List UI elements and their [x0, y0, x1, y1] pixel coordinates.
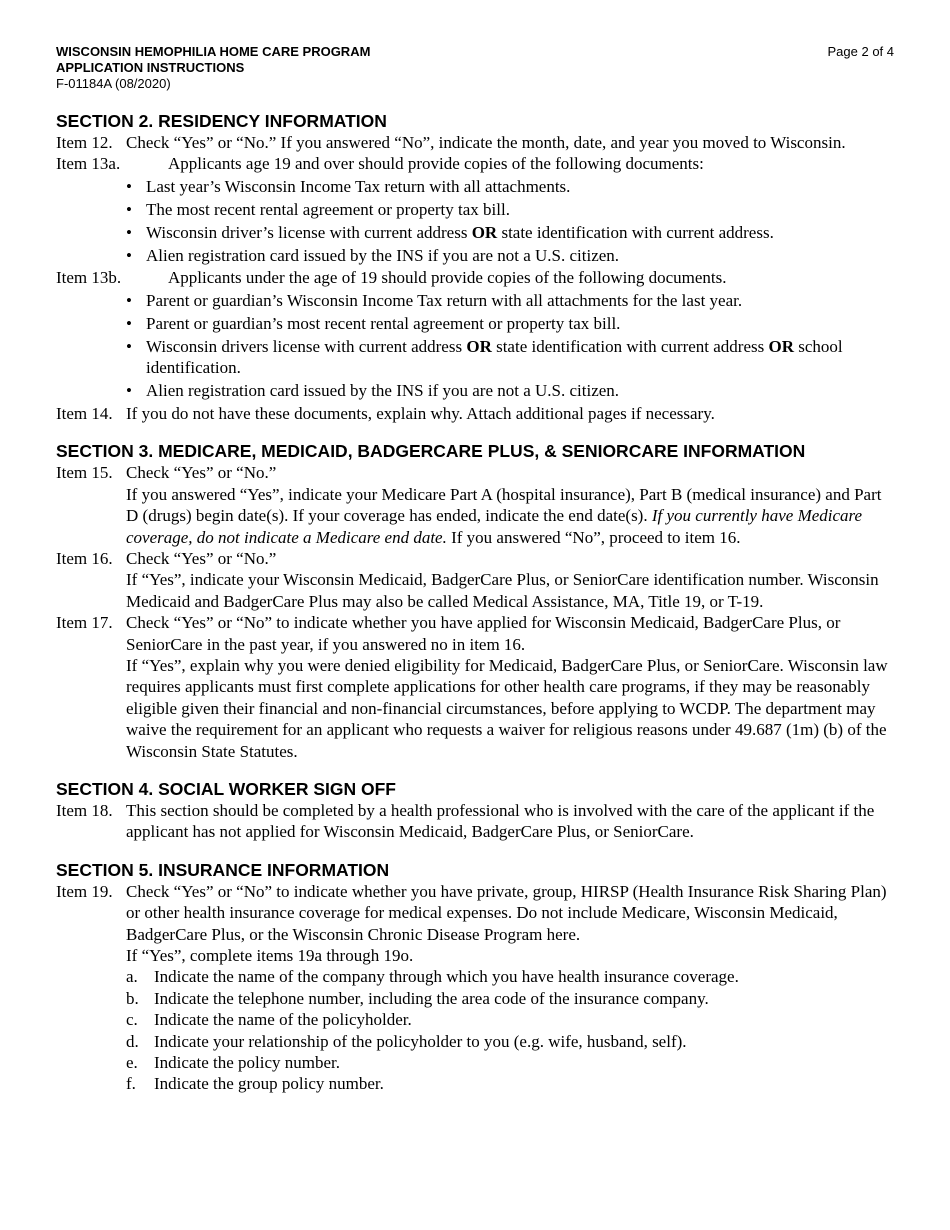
item-label: Item 12. [56, 133, 113, 152]
item-text: Check “Yes” or “No” to indicate whether you have applied for Wisconsin Medicaid, BadgerCare Plus, or SeniorCare in the past year, if you answered no in item 16. [126, 613, 841, 654]
item-15 [56, 462, 896, 483]
list-marker: f. [126, 1074, 136, 1094]
list-item-text: state identification with current address. [497, 222, 774, 242]
item-13a [56, 153, 896, 174]
or-emphasis: OR [471, 222, 498, 242]
italic-note: If you currently have Medicare coverage, do not indicate a Medicare end date. [126, 506, 863, 547]
item-18 [56, 800, 896, 843]
item-17-detail: If “Yes”, explain why you were denied eligibility for Medicaid, BadgerCare Plus, or SeniorCare. Wisconsin law requires applicants must first complete applications for other health care programs, if they may be reasonably eligible given their financial and non-financial circumstances, before applying to WCDP. The department may waive the requirement for an applicant who requests a waiver for religious reasons under 49.687 (1m) (b) of the Wisconsin State Statutes. [126, 655, 888, 761]
list-item [146, 336, 896, 379]
item-17 [56, 612, 896, 655]
list-item [126, 1073, 896, 1094]
list-item [126, 1052, 896, 1073]
list-item-text: state identification with current address [491, 336, 769, 356]
program-name: WISCONSIN HEMOPHILIA HOME CARE PROGRAM [56, 44, 371, 59]
item-label: Item 17. [56, 613, 113, 633]
list-item-text: Indicate the telephone number, including the area code of the insurance company. [154, 988, 709, 1008]
or-emphasis: OR [768, 336, 794, 356]
item-text: Check “Yes” or “No.” [126, 548, 277, 568]
list-item [146, 290, 896, 311]
list-item-text: Parent or guardian’s Wisconsin Income Tax return with all attachments for the last year. [146, 290, 743, 310]
section-4-heading: SECTION 4. SOCIAL WORKER SIGN OFF [56, 778, 396, 799]
list-item-text: Indicate your relationship of the policyholder to you (e.g. wife, husband, self). [154, 1031, 687, 1051]
list-item [146, 313, 896, 334]
item-13a-document-list [56, 176, 896, 266]
item-19-detail: If “Yes”, complete items 19a through 19o. [126, 946, 414, 965]
list-item [146, 222, 896, 243]
item-text: Applicants age 19 and over should provide copies of the following documents: [168, 154, 704, 174]
item-text: Check “Yes” or “No.” If you answered “No”, indicate the month, date, and year you moved to Wisconsin. [126, 133, 846, 152]
list-item-text: Last year’s Wisconsin Income Tax return with all attachments. [146, 176, 571, 196]
list-item [126, 1009, 896, 1030]
item-label: Item 18. [56, 800, 113, 820]
form-number: F-01184A (08/2020) [56, 76, 171, 91]
paragraph-text: If you answered “No”, proceed to item 16. [446, 527, 741, 547]
list-item-text: Alien registration card issued by the INS if you are not a U.S. citizen. [146, 245, 620, 265]
item-text: If you do not have these documents, explain why. Attach additional pages if necessary. [126, 403, 715, 423]
list-item [146, 380, 896, 401]
list-item-text: school identification. [146, 336, 843, 378]
section-2-heading: SECTION 2. RESIDENCY INFORMATION [56, 111, 387, 131]
page-number: Page 2 of 4 [827, 44, 894, 59]
list-marker: b. [126, 988, 139, 1008]
item-text: Check “Yes” or “No.” [126, 463, 277, 483]
list-item-text: The most recent rental agreement or property tax bill. [146, 199, 510, 219]
list-item-text: Indicate the name of the company through which you have health insurance coverage. [154, 967, 739, 987]
or-emphasis: OR [466, 336, 492, 356]
item-label: Item 13b. [56, 268, 122, 288]
item-12 [56, 132, 896, 153]
item-19-subitems [56, 966, 896, 1094]
list-item-text: Indicate the group policy number. [154, 1074, 384, 1094]
item-label: Item 19. [56, 881, 113, 901]
document-body [56, 110, 896, 1095]
list-item [146, 199, 896, 220]
document-title: APPLICATION INSTRUCTIONS [56, 60, 245, 75]
list-item-text: Parent or guardian’s most recent rental agreement or property tax bill. [146, 313, 621, 333]
item-text: Applicants under the age of 19 should provide copies of the following documents. [168, 268, 727, 288]
item-14 [56, 403, 896, 424]
item-label: Item 15. [56, 463, 113, 483]
item-text: Check “Yes” or “No” to indicate whether you have private, group, HIRSP (Health Insurance Risk Sharing Plan) or other health insurance coverage for medical expenses. Do not include Medicare, Wisconsin Medicaid, BadgerCare Plus, or the Wisconsin Chronic Disease Program here. [126, 881, 887, 944]
list-item [126, 1031, 896, 1052]
list-item [126, 988, 896, 1009]
item-13b-document-list [56, 290, 896, 402]
list-marker: e. [126, 1053, 138, 1073]
list-marker: d. [126, 1031, 139, 1051]
list-item [146, 176, 896, 197]
list-item [146, 245, 896, 266]
item-13b [56, 267, 896, 288]
item-label: Item 14. [56, 403, 113, 423]
list-item-text: Alien registration card issued by the INS if you are not a U.S. citizen. [146, 380, 620, 400]
item-16-detail: If “Yes”, indicate your Wisconsin Medicaid, BadgerCare Plus, or SeniorCare identification number. Wisconsin Medicaid and BadgerCare Plus may also be called Medical Assistance, MA, Title 19, or T-19. [126, 570, 879, 611]
item-16 [56, 548, 896, 569]
list-item-text: Indicate the name of the policyholder. [154, 1010, 412, 1030]
list-item-text: Indicate the policy number. [154, 1053, 340, 1073]
list-item-text: Wisconsin driver’s license with current address [146, 222, 472, 242]
item-15-detail [56, 484, 896, 548]
item-19 [56, 881, 896, 945]
list-marker: c. [126, 1010, 138, 1030]
form-header [56, 44, 370, 92]
list-marker: a. [126, 967, 138, 987]
section-3-heading: SECTION 3. MEDICARE, MEDICAID, BADGERCARE PLUS, & SENIORCARE INFORMATION [56, 441, 806, 462]
item-text: This section should be completed by a health professional who is involved with the care of the applicant if the applicant has not applied for Wisconsin Medicaid, BadgerCare Plus, or SeniorCare. [126, 800, 875, 842]
paragraph-text: If you answered “Yes”, indicate your Medicare Part A (hospital insurance), Part B (medical insurance) and Part D (drugs) begin date(s). If your coverage has ended, indicate the end date(s). [126, 484, 882, 526]
item-label: Item 16. [56, 548, 113, 568]
section-5-heading: SECTION 5. INSURANCE INFORMATION [56, 859, 390, 880]
item-label: Item 13a. [56, 154, 121, 174]
list-item [126, 966, 896, 987]
list-item-text: Wisconsin drivers license with current address [146, 336, 467, 356]
